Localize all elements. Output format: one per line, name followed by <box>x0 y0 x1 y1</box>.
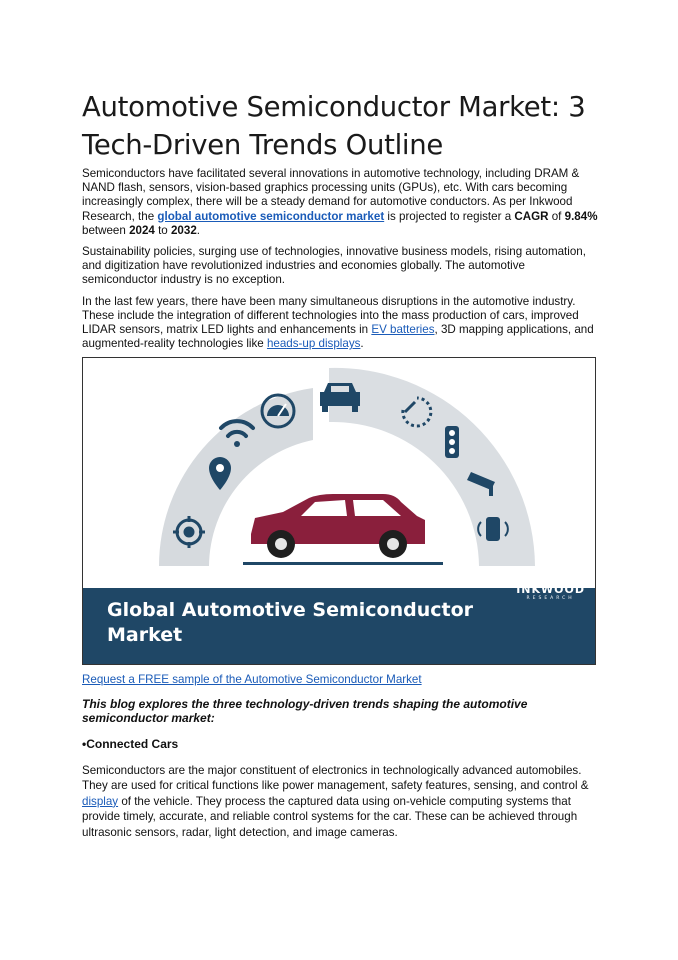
intro-text-4: between <box>82 223 130 237</box>
intro-paragraph <box>82 167 598 238</box>
disruptions-text-3: . <box>360 337 364 351</box>
connected-cars-paragraph <box>82 763 598 841</box>
disruptions-text: In the last few years, there have been many simultaneous disruptions in the automotive industry. These include the integration of different technologies into the mass production of cars, improved LIDAR sensors, matrix LED lights and enhancements in <box>82 294 579 337</box>
article-body <box>82 88 598 840</box>
intro-text-2: is projected to register a <box>384 209 515 223</box>
car-illustration <box>243 494 443 565</box>
cagr-value: 9.84% <box>564 209 598 223</box>
connected-cars-heading: •Connected Cars <box>82 736 179 751</box>
connected-cars-text-2: of the vehicle. They process the captured data using on-vehicle computing systems that provide timely, accurate, and reliable control systems for the car. These can be achieved through ultrasonic sensors, radar, light detection, and image cameras. <box>82 794 578 839</box>
disruptions-text-2: , 3D mapping applications, and augmented-reality technologies like <box>82 323 594 351</box>
request-sample-link[interactable]: Request a FREE sample of the Automotive Semiconductor Market <box>82 673 422 687</box>
banner-title-line-2: Market <box>107 624 183 647</box>
intro-text-3: of <box>548 209 565 223</box>
logo-subtitle: RESEARCH <box>526 596 575 602</box>
disruptions-paragraph <box>82 295 598 352</box>
explore-intro: This blog explores the three technology-driven trends shaping the automotive semiconductor market: <box>82 696 528 726</box>
cagr-label: CAGR <box>514 209 549 223</box>
traffic-light-icon <box>445 426 459 458</box>
inkwood-logo <box>516 583 585 601</box>
year-end: 2032 <box>170 223 197 237</box>
display-link[interactable]: display <box>82 794 119 808</box>
request-sample-paragraph <box>82 673 598 687</box>
intro-text: Semiconductors have facilitated several innovations in automotive technology, including DRAM & NAND flash, sensors, vision-based graphics processing units (GPUs), etc. With cars becoming increasingly complex, there will be a steady demand for automotive conductors. As per Inkwood Research, the <box>82 167 580 223</box>
banner-title <box>107 598 473 648</box>
intro-text-5: to <box>154 223 171 237</box>
heads-up-displays-link[interactable]: heads-up displays <box>266 337 361 351</box>
market-link[interactable]: global automotive semiconductor market <box>157 209 385 223</box>
page-title: Automotive Semiconductor Market: 3 Tech-Driven Trends Outline <box>82 91 586 161</box>
ev-batteries-link[interactable]: EV batteries <box>371 323 435 337</box>
connected-cars-text: Semiconductors are the major constituent of electronics in technologically advanced automobiles. They are used for critical functions like power management, safety features, sensing, and control & <box>82 763 589 793</box>
banner-title-line-1: Global Automotive Semiconductor <box>107 599 474 622</box>
market-banner-image <box>82 357 596 665</box>
sustainability-paragraph: Sustainability policies, surging use of technologies, innovative business models, rising automation, and digitization have revolutionized industries and economies globally. The automotive semiconductor industry is no exception. <box>82 245 586 287</box>
year-start: 2024 <box>129 223 155 237</box>
logo-name: INKWOOD <box>516 583 585 597</box>
intro-text-6: . <box>196 223 201 237</box>
